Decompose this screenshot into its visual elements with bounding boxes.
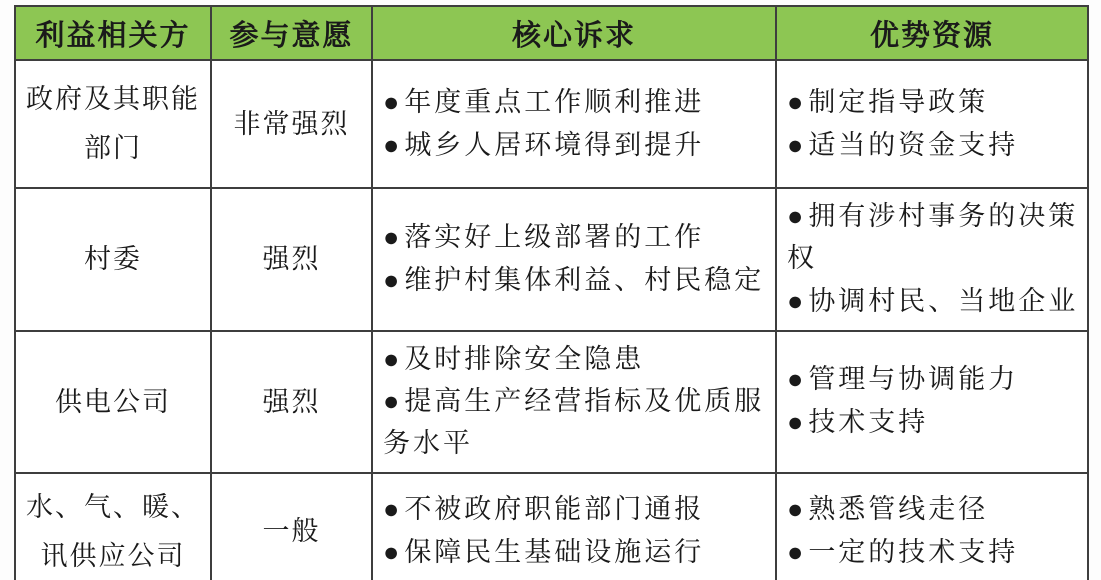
demand-text: 城乡人居环境得到提升: [404, 129, 705, 160]
header-willingness: 参与意愿: [211, 6, 372, 60]
stakeholder-cell: 供电公司: [15, 331, 211, 474]
resource-text: 适当的资金支持: [808, 129, 1019, 160]
resource-item: [787, 196, 1079, 280]
willingness-cell: 强烈: [211, 188, 372, 331]
demand-text: 维护村集体利益、村民稳定: [404, 264, 765, 295]
core-demands-cell: [372, 331, 776, 474]
demand-text: 及时排除安全隐患: [404, 343, 645, 374]
bullet-icon: ●: [787, 537, 807, 568]
demand-text: 落实好上级部署的工作: [404, 221, 705, 252]
stakeholder-cell: 水、气、暖、讯供应公司: [15, 473, 211, 580]
resources-cell: [776, 188, 1088, 331]
stakeholder-cell: 村委: [15, 188, 211, 331]
bullet-icon: ●: [383, 86, 403, 117]
resource-text: 制定指导政策: [808, 86, 989, 117]
header-advantage-resources: 优势资源: [776, 6, 1088, 60]
willingness-cell: 非常强烈: [211, 60, 372, 188]
stakeholder-cell: 政府及其职能部门: [15, 60, 211, 188]
table-row: [15, 60, 1088, 188]
resource-text: 协调村民、当地企业: [808, 285, 1079, 316]
table-row: [15, 331, 1088, 474]
resource-text: 熟悉管线走径: [808, 494, 989, 525]
resources-cell: [776, 60, 1088, 188]
bullet-icon: ●: [383, 537, 403, 568]
demand-item: [383, 82, 767, 124]
resources-cell: [776, 331, 1088, 474]
header-row: [15, 6, 1088, 60]
resource-item: [787, 532, 1079, 574]
bullet-icon: ●: [383, 386, 403, 417]
demand-text: 提高生产经营指标及优质服务水平: [383, 386, 765, 459]
bullet-icon: ●: [787, 285, 807, 316]
resource-item: [787, 281, 1079, 323]
willingness-cell: 一般: [211, 473, 372, 580]
core-demands-cell: [372, 473, 776, 580]
demand-item: [383, 260, 767, 302]
bullet-icon: ●: [787, 407, 807, 438]
resources-cell: [776, 473, 1088, 580]
demand-text: 不被政府职能部门通报: [404, 494, 705, 525]
resource-text: 一定的技术支持: [808, 537, 1019, 568]
demand-item: [383, 339, 767, 381]
core-demands-cell: [372, 60, 776, 188]
resource-text: 技术支持: [808, 407, 929, 438]
bullet-icon: ●: [787, 86, 807, 117]
table-row: [15, 473, 1088, 580]
willingness-cell: 强烈: [211, 331, 372, 474]
stakeholder-table: [14, 5, 1089, 580]
bullet-icon: ●: [383, 129, 403, 160]
resource-item: [787, 82, 1079, 124]
resource-item: [787, 489, 1079, 531]
bullet-icon: ●: [383, 221, 403, 252]
bullet-icon: ●: [787, 494, 807, 525]
core-demands-cell: [372, 188, 776, 331]
resource-text: 拥有涉村事务的决策权: [787, 201, 1079, 273]
resource-text: 管理与协调能力: [808, 364, 1019, 395]
header-stakeholder: 利益相关方: [15, 6, 211, 60]
resource-item: [787, 125, 1079, 167]
demand-item: [383, 532, 767, 574]
bullet-icon: ●: [787, 129, 807, 160]
bullet-icon: ●: [383, 343, 403, 374]
demand-text: 保障民生基础设施运行: [404, 537, 705, 568]
table-row: [15, 188, 1088, 331]
demand-item: [383, 217, 767, 259]
bullet-icon: ●: [787, 364, 807, 395]
bullet-icon: ●: [383, 494, 403, 525]
resource-item: [787, 359, 1079, 401]
demand-text: 年度重点工作顺利推进: [404, 86, 705, 117]
demand-item: [383, 381, 767, 465]
resource-item: [787, 402, 1079, 444]
demand-item: [383, 489, 767, 531]
header-core-demands: 核心诉求: [372, 6, 776, 60]
bullet-icon: ●: [787, 201, 807, 231]
bullet-icon: ●: [383, 264, 403, 295]
demand-item: [383, 125, 767, 167]
